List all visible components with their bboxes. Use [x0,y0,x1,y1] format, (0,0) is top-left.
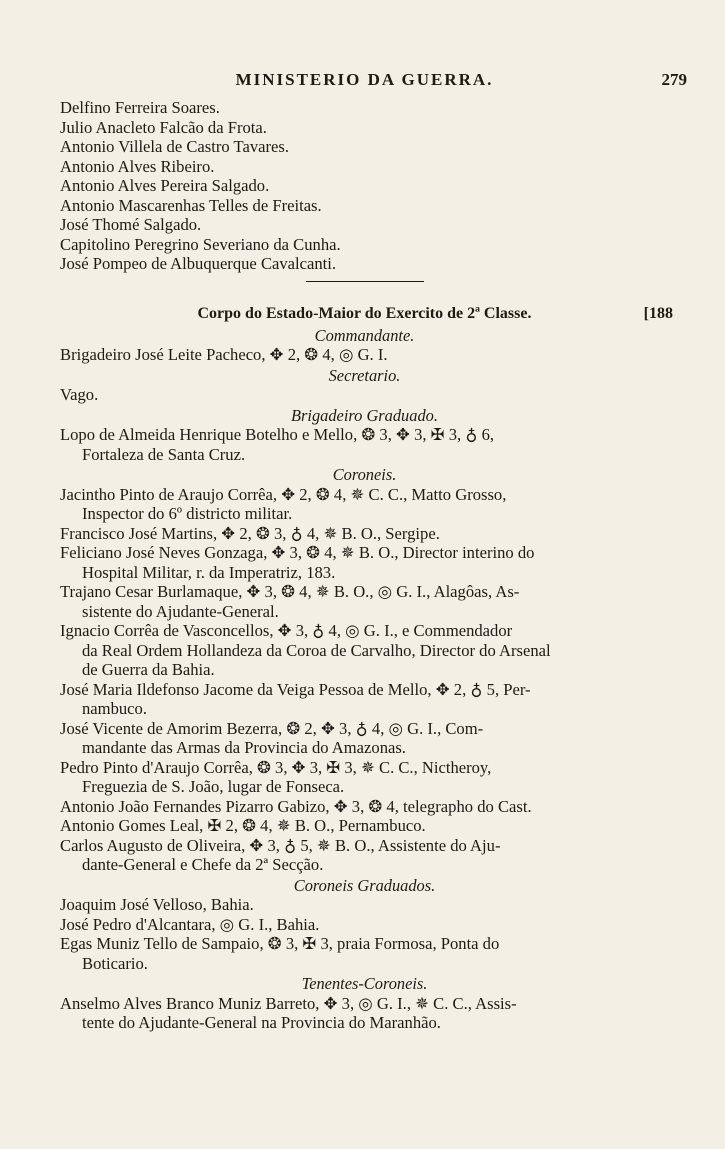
entry-line: Jacintho Pinto de Araujo Corrêa, ✥ 2, ❂ 4, ✵ C. C., Matto Grosso, [60,484,507,504]
entry [60,994,669,1033]
entry-line: Feliciano José Neves Gonzaga, ✥ 3, ❂ 4, ✵ B. O., Director interino do [60,543,535,562]
entry-continuation: Freguezia de S. João, lugar de Fonseca. [82,777,345,796]
page-number: 279 [661,70,687,89]
entry [60,425,669,464]
section-divider [306,281,424,282]
list-item: Capitolino Peregrino Severiano da Cunha. [60,234,341,254]
entry [60,719,669,758]
subheading-coroneis-graduados: Coroneis Graduados. [293,875,436,895]
list-item: Julio Anacleto Falcão da Frota. [60,117,267,137]
section-title-text: Corpo do Estado-Maior do Exercito de 2ª Classe. [197,304,532,322]
list-item: Antonio Alves Pereira Salgado. [60,176,270,195]
entry-continuation: de Guerra da Bahia. [82,660,215,679]
entry [60,543,669,582]
entry [60,582,669,621]
entry-line: Lopo de Almeida Henrique Botelho e Mello, ❂ 3, ✥ 3, ✠ 3, ♁ 6, [60,425,495,444]
entry-continuation: Boticario. [82,953,148,973]
subheading-coroneis: Coroneis. [332,465,397,484]
entry [60,758,669,797]
entry [60,934,669,973]
section-title [60,304,673,324]
entry-continuation: dante-General e Chefe da 2ª Secção. [82,855,324,874]
entry-continuation: Fortaleza de Santa Cruz. [82,444,246,464]
subheading-secretario: Secretario. [328,365,401,385]
entry-line: Pedro Pinto d'Araujo Corrêa, ❂ 3, ✥ 3, ✠ 3, ✵ C. C., Nictheroy, [60,757,492,777]
list-item: Delfino Ferreira Soares. [60,98,220,117]
entry [60,621,669,680]
entry-line: Ignacio Corrêa de Vasconcellos, ✥ 3, ♁ 4, ◎ G. I., e Commendador [60,621,513,640]
entry [60,816,669,836]
top-name-list [60,98,669,274]
entry [60,485,669,524]
entry-continuation: tente do Ajudante-General na Provincia do Maranhão. [82,1013,441,1032]
subheading-commandante: Commandante. [314,325,415,345]
entry-continuation: Hospital Militar, r. da Imperatriz, 183. [82,562,336,582]
list-item: José Thomé Salgado. [60,215,202,234]
entry [60,680,669,719]
entry-line: José Pedro d'Alcantara, ◎ G. I., Bahia. [60,914,320,934]
list-item: Antonio Alves Ribeiro. [60,156,215,176]
list-item: Antonio Villela de Castro Tavares. [60,137,290,156]
entry-line: José Vicente de Amorim Bezerra, ❂ 2, ✥ 3, ♁ 4, ◎ G. I., Com- [60,718,484,738]
entry [60,345,669,365]
entry-continuation: sistente do Ajudante-General. [82,601,279,621]
list-item: Antonio Mascarenhas Telles de Freitas. [60,195,322,215]
entry-line: Trajano Cesar Burlamaque, ✥ 3, ❂ 4, ✵ B. O., ◎ G. I., Alagôas, As- [60,582,520,601]
section-note: [188 [643,304,673,322]
entry [60,524,669,544]
entry-line: Brigadeiro José Leite Pacheco, ✥ 2, ❂ 4, ◎ G. I. [60,345,388,364]
entry-continuation: nambuco. [82,699,147,718]
running-header [60,70,687,94]
entry [60,385,669,405]
list-item: José Pompeo de Albuquerque Cavalcanti. [60,254,337,273]
entry-line: Carlos Augusto de Oliveira, ✥ 3, ♁ 5, ✵ B. O., Assistente do Aju- [60,835,501,855]
entry-continuation: Inspector do 6º districto militar. [82,504,293,523]
running-title: MINISTERIO DA GUERRA. [235,70,494,89]
subheading-tenentes-coroneis: Tenentes-Coroneis. [301,974,428,993]
entry-continuation: mandante das Armas da Provincia do Amazonas. [82,738,406,757]
entry [60,797,669,817]
entry-line: Egas Muniz Tello de Sampaio, ❂ 3, ✠ 3, praia Formosa, Ponta do [60,934,500,953]
entry-continuation: da Real Ordem Hollandeza da Coroa de Carvalho, Director do Arsenal [82,640,551,660]
entry-line: Antonio João Fernandes Pizarro Gabizo, ✥ 3, ❂ 4, telegrapho do Cast. [60,796,532,816]
entry [60,895,669,915]
entry-line: Joaquim José Velloso, Bahia. [60,895,254,914]
subheading-brigadeiro-graduado: Brigadeiro Graduado. [291,405,438,425]
entry-line: Anselmo Alves Branco Muniz Barreto, ✥ 3, ◎ G. I., ✵ C. C., Assis- [60,993,517,1013]
entry-line: Vago. [60,385,99,404]
entry [60,836,669,875]
entry-line: José Maria Ildefonso Jacome da Veiga Pessoa de Mello, ✥ 2, ♁ 5, Per- [60,679,531,699]
entry [60,915,669,935]
entry-line: Francisco José Martins, ✥ 2, ❂ 3, ♁ 4, ✵ B. O., Sergipe. [60,523,440,543]
entry-line: Antonio Gomes Leal, ✠ 2, ❂ 4, ✵ B. O., Pernambuco. [60,816,426,835]
